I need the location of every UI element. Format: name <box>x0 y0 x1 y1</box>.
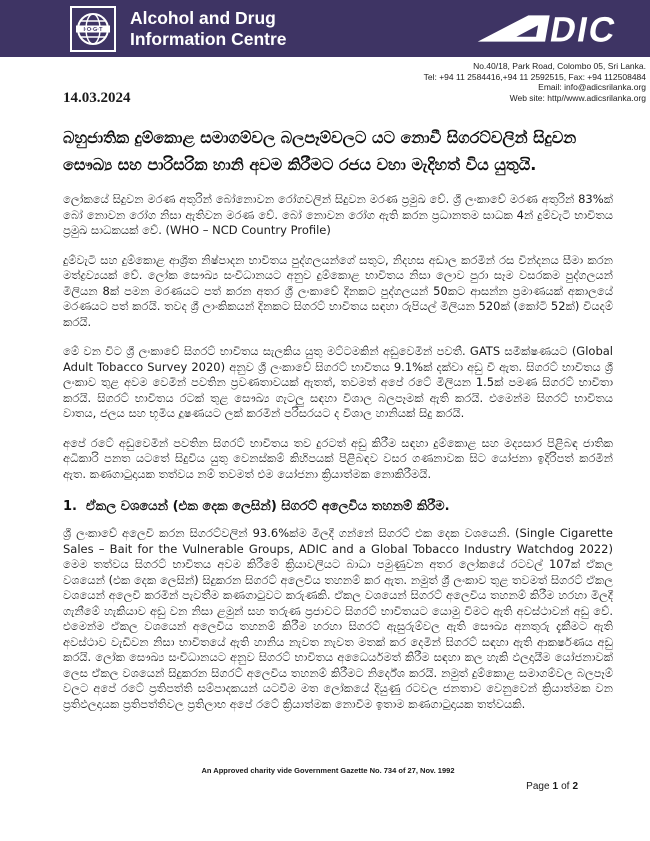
address-line: No.40/18, Park Road, Colombo 05, Sri Lanka. <box>473 61 646 71</box>
adic-logo-icon <box>475 10 627 47</box>
website-line: Web site: http//www.adicsrilanka.org <box>509 92 646 103</box>
org-name-line1: Alcohol and Drug <box>130 7 276 28</box>
page-word: Page <box>526 781 550 792</box>
letterhead-band <box>0 0 650 57</box>
paragraph-2: දුම්වැටි සහ දුම්කොළ ආශ්‍රිත නිෂ්පාදන භාවිතය පුද්ගලයන්ගේ සතුට, නිදහස අඩාල කරමින් රස වින්දනය සීමා කරන මත්ද්‍රව්‍යයක් වේ. ලෝක සෞඛ්‍ය සංවිධානයට අනුව දුම්කොළ භාවිතය නිසා ලොව පුරා සෑම වසරකම පුද්ගලයන් මිලියන 8ක් පමන මරණයට පත් කරන අතර ශ්‍රී ලංකාවේ දිනකට පුද්ගලයන් 50කට ආසන්න ප්‍රමාණයක් අකාලයේ මරණයට පත් කරයි. තවද ශ්‍රී ලාංකිකයන් දිනකට සිගරට් භාවිතය සඳහා රුපියල් මිලියන 520ක් (කෝටි 52ක්) වියදම් කරයි. <box>63 252 613 329</box>
letter-body <box>63 90 613 712</box>
date: 14.03.2024 <box>63 90 131 106</box>
section-title: ඒකල වශයෙන් (එක දෙක ලෙසින්) සිගරට් අලෙවිය තහනම් කිරීම. <box>85 499 450 514</box>
page-total: 2 <box>572 781 578 792</box>
adic-logo-letters: DIC <box>546 10 620 47</box>
iogt-logo-text: I·O·G·T <box>83 26 103 33</box>
org-name <box>130 8 287 50</box>
section-number: 1. <box>63 499 77 514</box>
adic-logo <box>475 10 627 51</box>
section-heading <box>63 499 613 514</box>
paragraph-1: ලෝකයේ සිදුවන මරණ අතුරින් බෝනොවන රෝගවලින් සිදුවන මරණ ප්‍රමුඛ වේ. ශ්‍රී ලංකාවේ මරණ අතුරින් 83%ක් බෝ නොවන රෝග නිසා ඇතිවන මරණ වේ. බෝ නොවන රෝග ඇති කරන ප්‍රධානතම සාධක 4න් දුම්වැටි භාවිතය ප්‍රමුඛ සාධකයක් වේ. (WHO – NCD Country Profile) <box>63 192 613 237</box>
charity-note: An Approved charity vide Government Gazette No. 734 of 27, Nov. 1992 <box>201 766 455 775</box>
org-name-line2: Information Centre <box>130 28 287 49</box>
paragraph-4: අපේ රටේ අඩුවෙමින් පවතින සිගරට් භාවිතය තව දුරටත් අඩු කිරීම සඳහා දුම්කොළ සහ මද්‍යසාර පිළිබඳ ජාතික අධිකාරි පනත යටතේ සිදුවිය යුතු වෙනස්කම් කිහිපයක් පිළිබඳව වසර ගණනාවක සිට යෝජනා ඉදිරිපත් කරමින් ඇත. කණගාටුදායක තත්වය නම් තවමත් එම යෝජනා ක්‍රියාත්මක නොකිරීමයි. <box>63 435 613 481</box>
page-title: බහුජාතික දුම්කොළ සමාගම්වල බලපෑම්වලට යට නොවී සිගරට්වලින් සිදුවන සෞඛ්‍ය සහ පාරිසරික හානි අවම කිරීමට රජය වහා මැදිහත් විය යුතුයි. <box>63 128 577 174</box>
email-line: Email: info@adicsrilanka.org <box>538 82 646 92</box>
phone-fax-line: Tel: +94 11 2584416,+94 11 2592515, Fax: +94 112508484 <box>423 71 646 82</box>
section-body-paragraph: ශ්‍රී ලංකාවේ අලෙවි කරන සිගරට්වලින් 93.6%ක්ම මිලදී ගන්නේ සිගරට් එක දෙක වශයෙනි. (Single Cigarette Sales – Bait for the Vulnerable Groups, ADIC and a Global Tobacco Industry Watchdog 2022) මෙම තත්වය සිගරට් භාවිතය අවම කිරීමේ ක්‍රියාවලියට බාධා පමුණුවන අතර ලෝකයේ රටවල් 107ක් ඒකල වශයෙන් (එක දෙක ලෙසින්) සිදුකරන සිගරට් අලෙවිය තහනම් කර ඇත. නමුත් ශ්‍රී ලංකාව තුළ තවමත් සිගරට් ඒකල වශයෙන් අලෙවි කරමින් පැවතීම කණගාටුවට කරුණකි. ඒකල වශයෙන් සිගරට් අලෙවිය තහනම් කිරීම හරහා මිලදී ගැනීමේ හැකියාව අඩු වන නිසා ළමුන් සහ තරුණ ප්‍රජාවට සිගරට් භාවිතයට යොමු විමට ඇති අවස්ථාවන් අඩු වේ. එමෙන්ම ඒකල වශයෙන් අලෙවිය තහනම් කිරීම හරහා සිගරට් ඇසුරුම්වල ඇති සෞඛ්‍ය අනතුරු දැකීමට ඇති අවස්ථාව වැඩිවන නිසා භාවිතයේ ඇති හානිය නැවත නැවත මතක් කර දෙමින් සිගරට් සඳහා ඇති ආකර්ෂණය අඩු කරයි. ලෝක සෞඛ්‍ය සංවිධානයට අනුව සිගරට් භාවිතය අධෛර්යමත් කිරීම සඳහා කල හැකි ඵලදායීම යෝජනාවක් ලෙස ඒකල වශයෙන් සිදුකරන සිගරට් අලෙවිය තහනම් කිරීමට නිර්දේශ කරයි. නමුත් දුම්කොළ සමාගම්වල බලපෑම් වලට අපේ රටේ ප්‍රතිපත්ති සම්පාදකයන් යටවීම මත ලෝකයේ දියුණු රටවල ජනතාව වෙනුවෙන් ක්‍රියාත්මක වන ප්‍රතිඵලදායක ප්‍රතිපත්තිවල ප්‍රතිලාභ අපේ රටේ ක්‍රියාත්මක නොවීම ඉතාම කණගාටුදායක තත්වයකි. <box>63 526 613 711</box>
iogt-logo <box>70 6 116 52</box>
iogt-globe-icon <box>73 9 113 49</box>
paragraph-3: මේ වන විට ශ්‍රී ලංකාවේ සිගරට් භාවිතය සැලකිය යුතු මට්ටමකින් අඩුවෙමින් පවතී. GATS සමීක්ෂණයට (Global Adult Tobacco Survey 2020) අනුව ශ්‍රී ලංකාවේ සිගරට් භාවිතය 9.1%ක් දක්වා අඩු වී ඇත. සිගරට් භාවිතය ශ්‍රී ලංකාව තුළ අවම වෙමින් පවතින ප්‍රවණතාවයක් ඇතත්, තවමත් අපේ රටේ මිලියන 1.5ක් පමණ සිගරට් භාවිතා කරයි. සිගරට් භාවිතය රටක් තුළ සෞඛ්‍ය ගැටලු සඳහා විශාල බලපෑමක් ඇති කරයි. එමෙන්ම සිගරට් භාවිතය වාතය, ජලය සහ භූමිය දූෂණයට ලක් කරමින් පරිසරයට ද විශාල හානියක් සිදු කරයි. <box>63 344 613 420</box>
of-word: of <box>561 781 570 792</box>
page-number <box>526 781 578 792</box>
page-current: 1 <box>552 781 559 792</box>
